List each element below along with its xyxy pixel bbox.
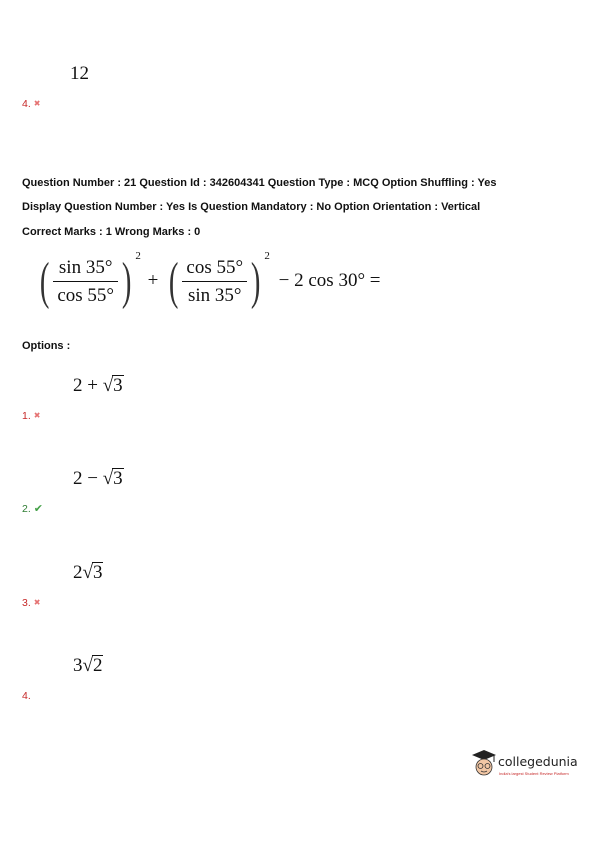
fraction-2-denominator: sin 35° xyxy=(187,285,242,306)
option-1-row xyxy=(22,406,40,424)
prev-option-row xyxy=(22,94,40,112)
option-3-row xyxy=(22,593,40,611)
brand-name: collegedunia xyxy=(498,754,578,769)
expression-tail: − 2 cos 30° = xyxy=(278,270,381,292)
option-3-number: 3. xyxy=(22,597,31,609)
right-paren: ) xyxy=(121,253,132,310)
option-2-row xyxy=(22,499,43,517)
option-4-number: 4. xyxy=(22,690,31,702)
left-paren: ( xyxy=(168,253,179,310)
fraction-1-denominator: cos 55° xyxy=(57,285,115,306)
cross-icon: ✖ xyxy=(33,411,41,420)
plus-sign: + xyxy=(147,270,159,292)
fraction-2 xyxy=(182,257,247,307)
question-meta-line-3: Correct Marks : 1 Wrong Marks : 0 xyxy=(22,226,201,238)
collegedunia-logo xyxy=(470,748,585,780)
option-3-prefix: 2 xyxy=(73,562,83,583)
options-label: Options : xyxy=(22,340,71,352)
option-2-radicand: 3 xyxy=(113,468,123,489)
option-4-value: 3√2 xyxy=(73,655,103,676)
fraction-2-numerator: cos 55° xyxy=(182,257,247,282)
exponent-2: 2 xyxy=(264,250,270,262)
option-3-radicand: 3 xyxy=(92,562,103,583)
option-4-prefix: 3 xyxy=(73,655,83,676)
fraction-1 xyxy=(53,257,118,307)
mascot-icon xyxy=(470,748,498,778)
option-2-number: 2. xyxy=(22,503,31,515)
option-2-value: 2 − √3 xyxy=(73,468,123,489)
option-4-radicand: 2 xyxy=(92,655,103,676)
option-3-value: 2√3 xyxy=(73,562,103,583)
option-1-number: 1. xyxy=(22,410,31,422)
option-1-value: 2 + √3 xyxy=(73,375,123,396)
question-meta-line-2: Display Question Number : Yes Is Question Mandatory : No Option Orientation : Vertical xyxy=(22,201,481,213)
option-2-prefix: 2 − xyxy=(73,468,103,489)
checkmark-icon: ✔ xyxy=(33,503,43,515)
cross-icon: ✖ xyxy=(33,99,41,108)
question-meta-line-1: Question Number : 21 Question Id : 342604341 Question Type : MCQ Option Shuffling : Yes xyxy=(22,177,497,189)
exponent-1: 2 xyxy=(135,250,141,262)
fraction-1-numerator: sin 35° xyxy=(53,257,118,282)
question-expression xyxy=(36,250,381,310)
cross-icon: ✖ xyxy=(33,598,41,607)
option-1-prefix: 2 + xyxy=(73,375,103,396)
option-1-radicand: 3 xyxy=(113,375,123,396)
left-paren: ( xyxy=(39,253,50,310)
right-paren: ) xyxy=(250,253,261,310)
prev-option-value: 12 xyxy=(70,63,89,84)
brand-tagline: India's largest Student Review Platform xyxy=(499,771,569,776)
prev-option-number: 4. xyxy=(22,98,31,110)
option-4-row xyxy=(22,686,31,704)
